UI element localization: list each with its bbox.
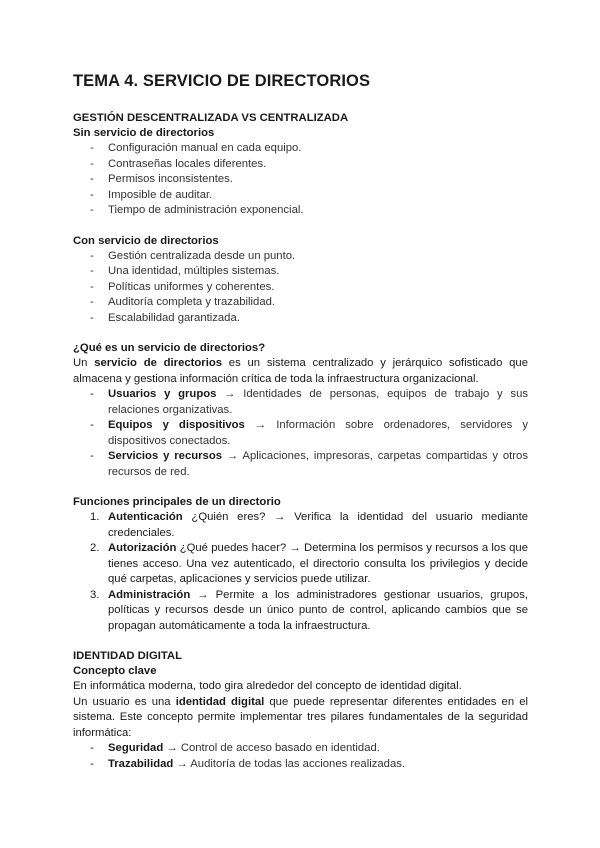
list-with-directory bbox=[73, 249, 528, 327]
list-item: - Imposible de auditar. bbox=[90, 188, 213, 201]
document-page bbox=[73, 72, 528, 772]
list-item: - Auditoría completa y trazabilidad. bbox=[90, 296, 276, 308]
list-item: - Tiempo de administración exponencial. bbox=[90, 204, 304, 216]
list-item: - Una identidad, múltiples sistemas. bbox=[90, 265, 280, 277]
list-item: - Servicios y recursos → Aplicaciones, impresoras, carpetas compartidas y otros recursos de red. bbox=[90, 450, 528, 478]
subheading-functions: Funciones principales de un directorio bbox=[73, 496, 281, 508]
list-item: - Configuración manual en cada equipo. bbox=[90, 142, 302, 154]
list-item: - Equipos y dispositivos → Información sobre ordenadores, servidores y dispositivos conectados. bbox=[90, 419, 528, 447]
list-item: 2. Autorización ¿Qué puedes hacer? → Determina los permisos y recursos a los que tienes acceso. Una vez autenticado, el directorio consulta los privilegios y decide qué carpetas, aplicaciones y servicios puede utilizar. bbox=[90, 542, 528, 585]
list-item: - Usuarios y grupos → Identidades de personas, equipos de trabajo y sus relaciones organizativas. bbox=[90, 388, 529, 416]
list-item: - Contraseñas locales diferentes. bbox=[90, 157, 267, 170]
list-item: 1. Autenticación ¿Quién eres? → Verifica la identidad del usuario mediante credenciales. bbox=[90, 511, 528, 539]
list-item: - Políticas uniformes y coherentes. bbox=[90, 280, 275, 293]
section-heading-management: GESTIÓN DESCENTRALIZADA VS CENTRALIZADA bbox=[73, 112, 349, 124]
subheading-without-directory: Sin servicio de directorios bbox=[73, 127, 215, 139]
list-item: 3. Administración → Permite a los administradores gestionar usuarios, grupos, políticas y recursos desde un único punto de control, aplicando cambios que se propagan automáticamente a toda la infraestructura. bbox=[90, 588, 528, 632]
paragraph-definition: Un servicio de directorios es un sistema centralizado y jerárquico sofisticado que almacena y gestiona información crítica de toda la infraestructura organizacional. bbox=[73, 357, 528, 385]
subheading-what-is: ¿Qué es un servicio de directorios? bbox=[73, 342, 266, 354]
list-without-directory bbox=[73, 141, 528, 219]
section-heading-identity: IDENTIDAD DIGITAL bbox=[73, 650, 182, 662]
paragraph-identity-1: En informática moderna, todo gira alrededor del concepto de identidad digital. bbox=[73, 680, 462, 692]
page-title: TEMA 4. SERVICIO DE DIRECTORIOS bbox=[73, 72, 371, 90]
list-item: - Seguridad → Control de acceso basado en identidad. bbox=[90, 742, 380, 754]
list-security-pillars bbox=[73, 741, 528, 772]
list-directory-contents bbox=[73, 387, 528, 480]
list-item: - Gestión centralizada desde un punto. bbox=[90, 249, 296, 262]
subheading-with-directory: Con servicio de directorios bbox=[73, 234, 219, 247]
subheading-key-concept: Concepto clave bbox=[73, 665, 157, 677]
list-item: - Escalabilidad garantizada. bbox=[90, 311, 240, 324]
list-functions bbox=[73, 510, 528, 634]
list-item: - Permisos inconsistentes. bbox=[90, 173, 233, 185]
list-item: - Trazabilidad → Auditoría de todas las acciones realizadas. bbox=[90, 757, 406, 770]
paragraph-identity-2: Un usuario es una identidad digital que puede representar diferentes entidades en el sistema. Este concepto permite implementar tres pilares fundamentales de la seguridad informática: bbox=[73, 695, 529, 739]
